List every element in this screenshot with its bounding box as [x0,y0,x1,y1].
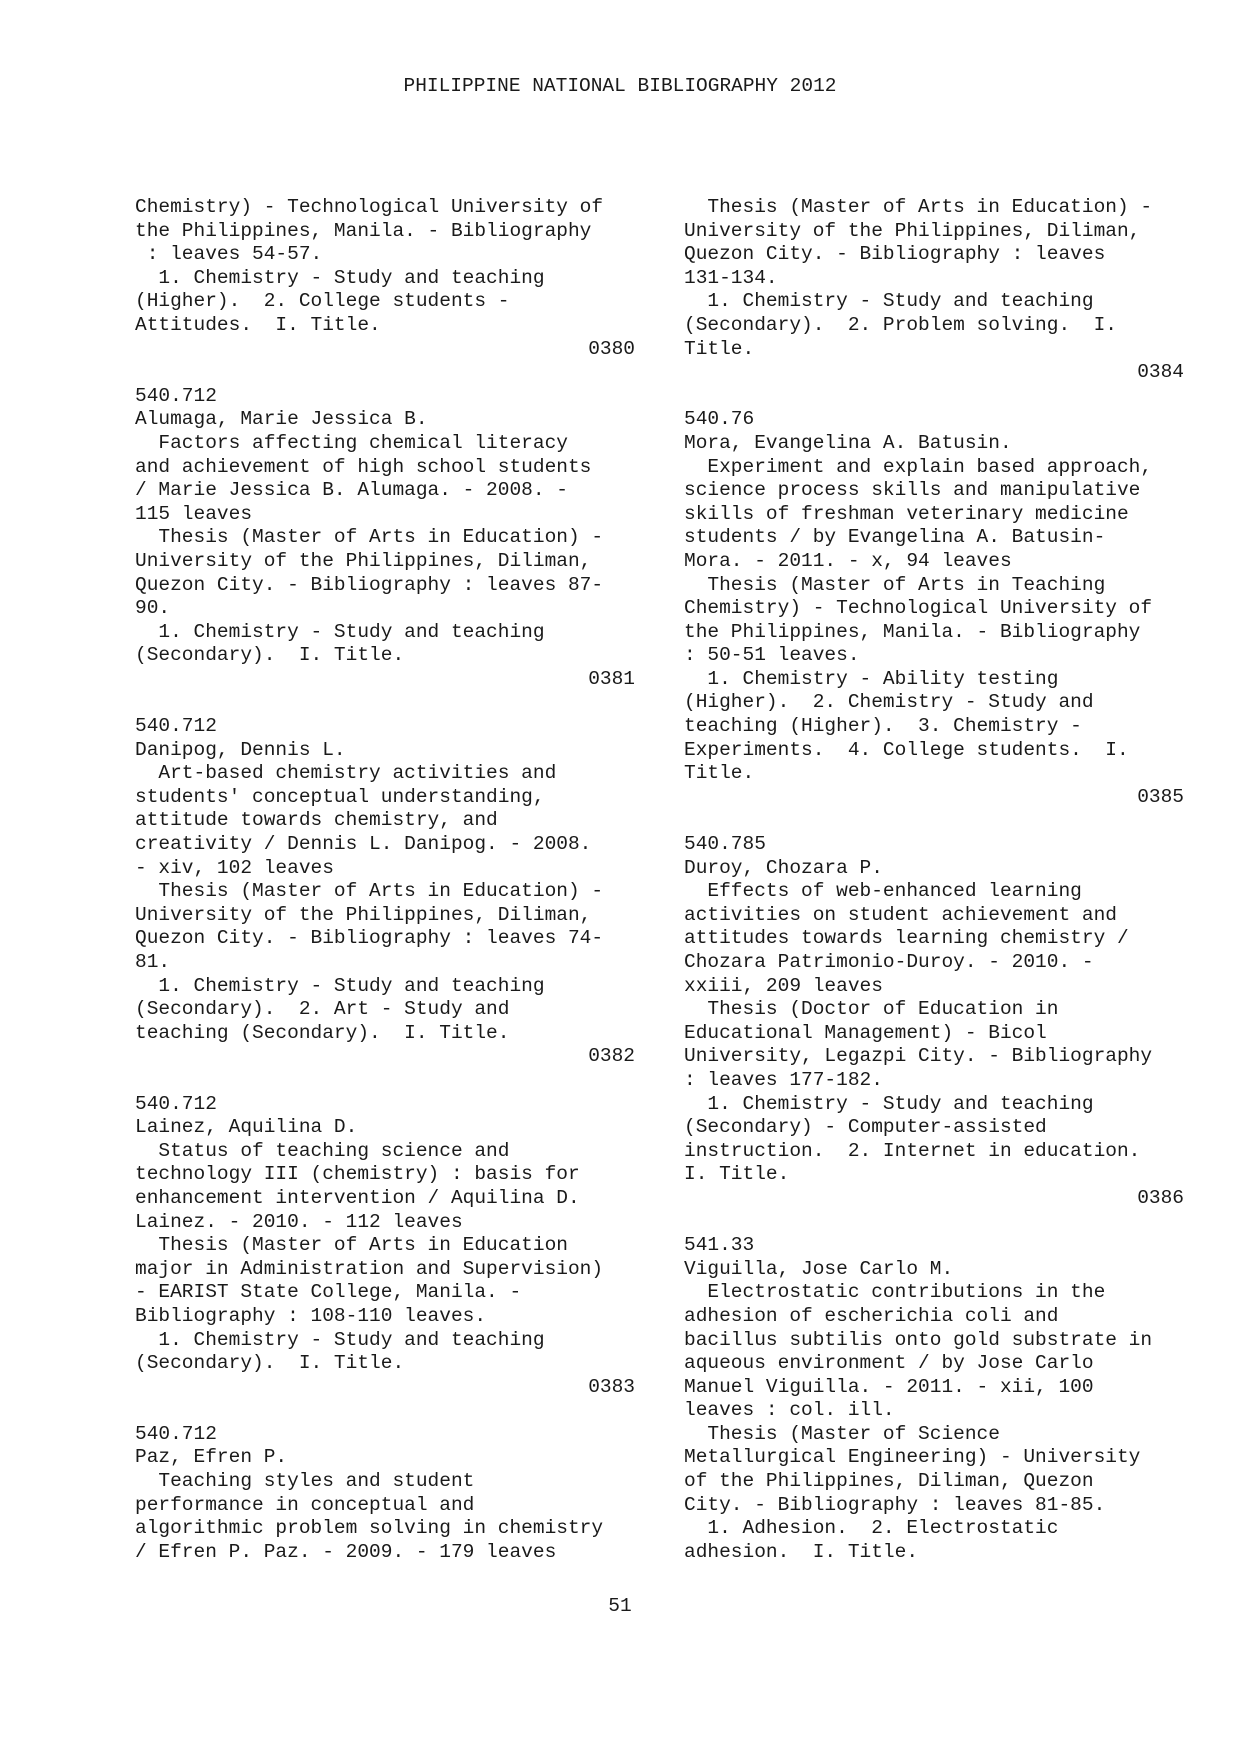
text-line: Experiments. 4. College students. I. [684,738,1129,761]
text-line: Danipog, Dennis L. [135,738,346,761]
text-line: 540.76 [684,408,755,431]
text-line: University of the Philippines, Diliman, [135,903,592,926]
text-line: Educational Management) - Bicol [684,1021,1047,1044]
text-line: 1. Chemistry - Study and teaching [135,1328,545,1351]
text-line: attitudes towards learning chemistry / [684,927,1129,950]
blank-line [135,1399,635,1423]
right-column [684,196,1184,1564]
text-line: performance in conceptual and [135,1493,475,1516]
text-line: and achievement of high school students [135,455,592,478]
text-line: 1. Chemistry - Study and teaching [684,290,1094,313]
text-line: (Higher). 2. Chemistry - Study and [684,691,1094,714]
text-line: Title. [684,762,755,785]
text-line: / Marie Jessica B. Alumaga. - 2008. - [135,479,568,502]
entry-number: 0383 [588,1375,635,1398]
text-line: Effects of web-enhanced learning [684,880,1082,903]
text-line: enhancement intervention / Aquilina D. [135,1186,580,1209]
text-line: Electrostatic contributions in the [684,1281,1106,1304]
text-line: 115 leaves [135,502,253,525]
text-line: skills of freshman veterinary medicine [684,502,1129,525]
text-line: Mora. - 2011. - x, 94 leaves [684,549,1012,572]
entry-number: 0381 [588,667,635,690]
text-line: technology III (chemistry) : basis for [135,1163,580,1186]
text-line: Thesis (Master of Arts in Education) - [135,526,604,549]
text-line: - xiv, 102 leaves [135,856,334,879]
text-line: 1. Chemistry - Ability testing [684,667,1059,690]
text-line: Thesis (Master of Arts in Education) - [135,880,604,903]
text-line: science process skills and manipulative [684,479,1141,502]
text-line: the Philippines, Manila. - Bibliography [684,620,1141,643]
text-line: aqueous environment / by Jose Carlo [684,1352,1094,1375]
text-line: activities on student achievement and [684,903,1117,926]
text-line: (Secondary). I. Title. [135,644,405,667]
text-line: Factors affecting chemical literacy [135,431,568,454]
blank-line [135,691,635,715]
text-line: 1. Chemistry - Study and teaching [684,1092,1094,1115]
text-line: Chemistry) - Technological University of [135,196,604,218]
text-line: University, Legazpi City. - Bibliography [684,1045,1153,1068]
text-line: Thesis (Master of Arts in Teaching [684,573,1106,596]
text-line: Bibliography : 108-110 leaves. [135,1304,487,1327]
text-line: Quezon City. - Bibliography : leaves [684,243,1106,266]
blank-line [135,361,635,385]
entry-number: 0385 [1137,785,1184,808]
text-line: Lainez, Aquilina D. [135,1116,358,1139]
text-line: City. - Bibliography : leaves 81-85. [684,1493,1106,1516]
text-line: University of the Philippines, Diliman, [684,219,1141,242]
text-line: students / by Evangelina A. Batusin- [684,526,1106,549]
text-line: Status of teaching science and [135,1139,510,1162]
entry-number: 0384 [1137,361,1184,384]
text-line: Paz, Efren P. [135,1446,288,1469]
text-line: Chemistry) - Technological University of [684,597,1153,620]
text-line: adhesion. I. Title. [684,1540,919,1563]
text-line: 540.712 [135,1092,217,1115]
text-line: xxiii, 209 leaves [684,974,883,997]
page-number: 51 [608,1595,632,1617]
text-line: Thesis (Master of Arts in Education [135,1234,568,1257]
text-line: 540.712 [135,715,217,738]
blank-line [684,1211,1184,1235]
text-line: - EARIST State College, Manila. - [135,1281,522,1304]
text-line: Teaching styles and student [135,1470,475,1493]
text-line: Viguilla, Jose Carlo M. [684,1257,954,1280]
text-line: attitude towards chemistry, and [135,809,498,832]
entry-number: 0386 [1137,1186,1184,1209]
text-line: (Secondary). 2. Art - Study and [135,998,510,1021]
entry-number: 0382 [588,1045,635,1068]
text-line: (Secondary). 2. Problem solving. I. [684,313,1117,336]
text-line: instruction. 2. Internet in education. [684,1139,1141,1162]
text-line: Thesis (Master of Arts in Education) - [684,196,1153,218]
text-line: Attitudes. I. Title. [135,313,381,336]
text-line: : 50-51 leaves. [684,644,860,667]
text-line: : leaves 177-182. [684,1068,883,1091]
text-line: (Secondary) - Computer-assisted [684,1116,1047,1139]
page-header: PHILIPPINE NATIONAL BIBLIOGRAPHY 2012 [403,75,837,97]
text-line: Lainez. - 2010. - 112 leaves [135,1210,463,1233]
text-line: 81. [135,951,171,973]
text-line: : leaves 54-57. [135,243,323,266]
text-line: the Philippines, Manila. - Bibliography [135,219,592,242]
text-line: 540.712 [135,384,217,407]
text-line: 540.712 [135,1422,217,1445]
text-line: 540.785 [684,833,766,856]
text-line: Quezon City. - Bibliography : leaves 74- [135,927,604,950]
text-line: Experiment and explain based approach, [684,455,1153,478]
text-line: I. Title. [684,1163,790,1186]
text-line: algorithmic problem solving in chemistry [135,1517,604,1540]
text-line: teaching (Higher). 3. Chemistry - [684,715,1082,738]
text-line: of the Philippines, Diliman, Quezon [684,1470,1094,1493]
text-line: Thesis (Doctor of Education in [684,998,1059,1021]
text-line: Thesis (Master of Science [684,1422,1000,1445]
text-line: creativity / Dennis L. Danipog. - 2008. [135,833,592,856]
left-column [135,196,635,1564]
text-line: leaves : col. ill. [684,1399,895,1422]
text-line: Quezon City. - Bibliography : leaves 87- [135,573,604,596]
entry-number: 0380 [588,337,635,360]
text-line: teaching (Secondary). I. Title. [135,1021,510,1044]
text-line: Duroy, Chozara P. [684,856,883,879]
text-line: 90. [135,597,171,620]
text-line: major in Administration and Supervision) [135,1257,604,1280]
text-line: Mora, Evangelina A. Batusin. [684,431,1012,454]
text-line: (Secondary). I. Title. [135,1352,405,1375]
text-line: 131-134. [684,266,778,289]
text-line: Metallurgical Engineering) - University [684,1446,1141,1469]
text-line: 1. Chemistry - Study and teaching [135,974,545,997]
text-line: students' conceptual understanding, [135,785,545,808]
text-line: Title. [684,337,755,360]
text-line: bacillus subtilis onto gold substrate in [684,1328,1153,1351]
text-line: 541.33 [684,1234,755,1257]
text-line: 1. Chemistry - Study and teaching [135,620,545,643]
text-line: / Efren P. Paz. - 2009. - 179 leaves [135,1540,557,1563]
text-line: 1. Chemistry - Study and teaching [135,266,545,289]
text-line: 1. Adhesion. 2. Electrostatic [684,1517,1059,1540]
blank-line [684,385,1184,409]
blank-line [135,1069,635,1093]
text-line: adhesion of escherichia coli and [684,1304,1059,1327]
text-line: Alumaga, Marie Jessica B. [135,408,428,431]
blank-line [684,809,1184,833]
text-line: (Higher). 2. College students - [135,290,510,313]
text-line: University of the Philippines, Diliman, [135,549,592,572]
text-line: Chozara Patrimonio-Duroy. - 2010. - [684,951,1094,973]
text-line: Manuel Viguilla. - 2011. - xii, 100 [684,1375,1094,1398]
text-line: Art-based chemistry activities and [135,762,557,785]
